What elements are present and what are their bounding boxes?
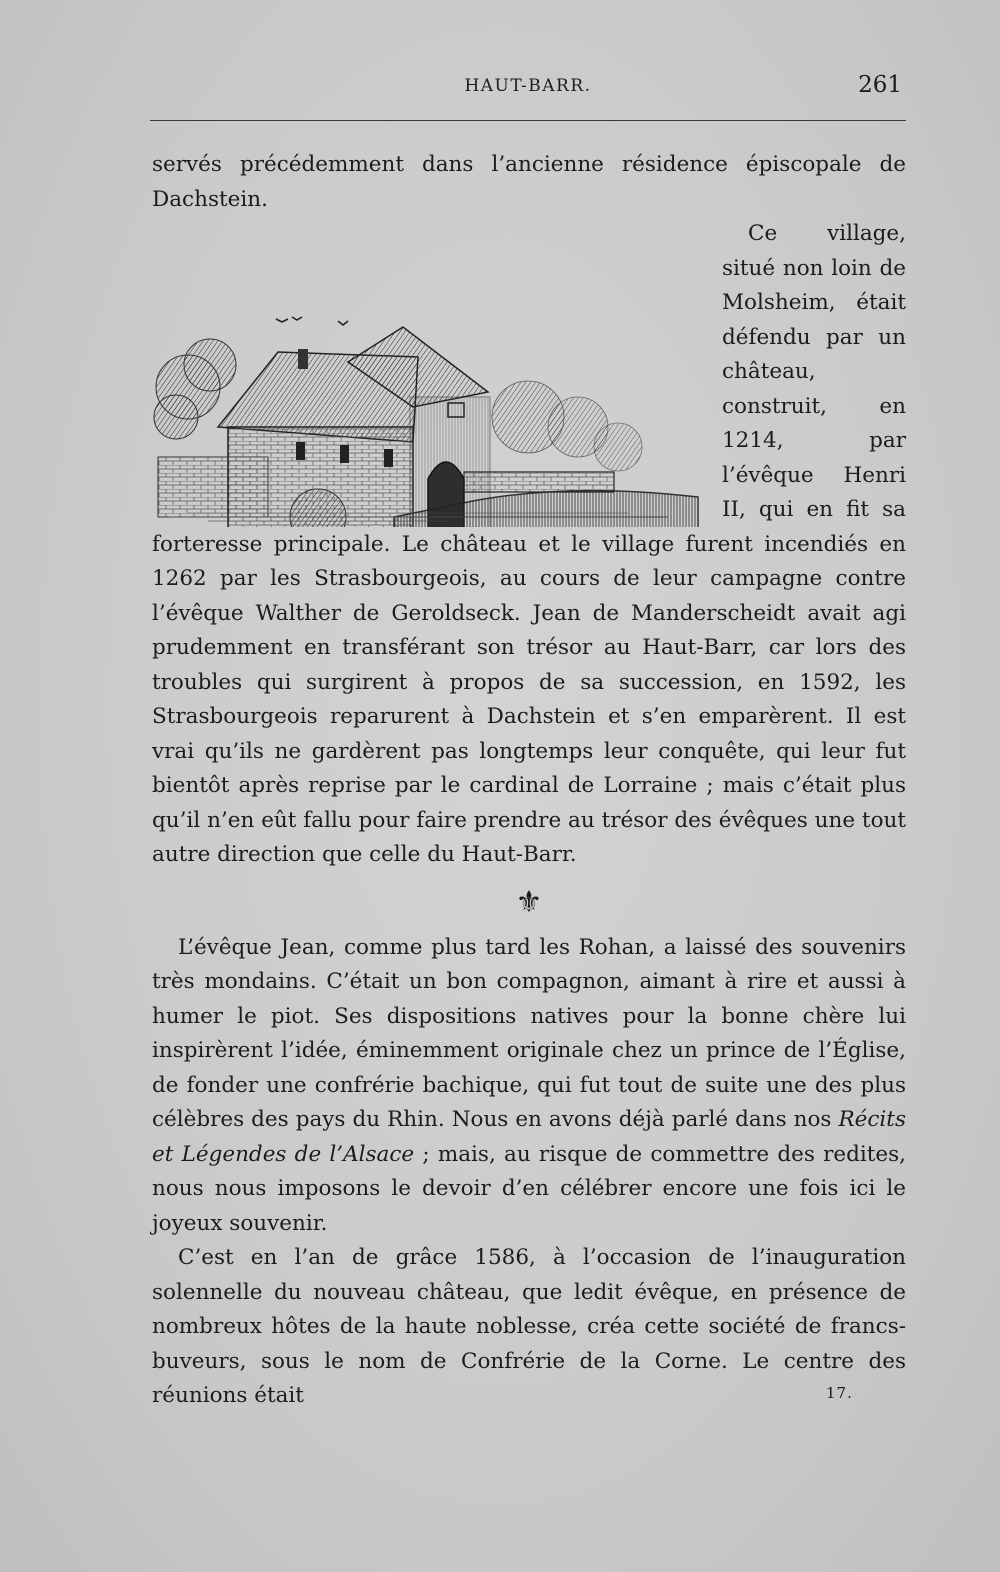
page-header [150, 72, 906, 106]
running-head: HAUT-BARR. [464, 76, 592, 96]
trees-right [492, 381, 642, 471]
paragraph-text: ; mais, au risque de commettre des redites, nous nous imposons le devoir d’en célébrer encore une fois ici le joyeux souvenir. [152, 1141, 907, 1236]
castle-gate-engraving [148, 217, 708, 527]
book-title-italic: Récits et Légendes de l’Alsace [152, 1107, 906, 1167]
body-text [152, 148, 906, 1414]
paragraph-village: Ce village, situé non loin de Molsheim, était défendu par un château, construit, en 1214, par l’évêque Henri II, qui en fit sa forteresse principale. Le château et le village furent incendiés en 1262 par les Strasbourgeois, au cours de leur campagne contre l’évêque Walther de Geroldseck. Jean de Manderscheidt avait agi prudemment en transférant son trésor au Haut-Barr, car lors des troubles qui surgirent à propos de sa succession, en 1592, les Strasbourgeois reparurent à Dachstein et s’en emparèrent. Il est vrai qu’ils ne gardèrent pas longtemps leur conquête, qui leur fut bientôt après reprise par le cardinal de Lorraine ; mais c’était plus qu’il n’en eût fallu pour faire prendre au trésor des évêques une tout autre direction que celle du Haut-Barr. [152, 221, 906, 867]
paragraph-eveque-jean [152, 931, 906, 1242]
paragraph-continued: servés précédemment dans l’ancienne résidence épiscopale de Dachstein. [152, 152, 906, 212]
page-number: 261 [858, 72, 902, 98]
paragraph-confrerie: C’est en l’an de grâce 1586, à l’occasion de l’inauguration solennelle du nouveau château, que ledit évêque, en présence de nombreux hôtes de la haute noblesse, créa cette société de francs-buveurs, sous le nom de Confrérie de la Corne. Le centre des réunions était [152, 1245, 906, 1408]
signature-mark: 17. [826, 1384, 853, 1402]
castle-building [218, 327, 490, 527]
header-rule [150, 120, 906, 121]
fleuron-ornament: ⚜ [515, 884, 543, 920]
paragraph-text: L’évêque Jean, comme plus tard les Rohan, a laissé des souvenirs très mondains. C’était un bon compagnon, aimant à rire et aussi à humer le piot. Ses dispositions natives pour la bonne chère lui inspirèrent l’idée, éminemment originale chez un prince de l’Église, de fonder une confrérie bachique, qui fut tout de suite une des plus célèbres des pays du Rhin. Nous en avons déjà parlé dans nos [152, 934, 906, 1132]
